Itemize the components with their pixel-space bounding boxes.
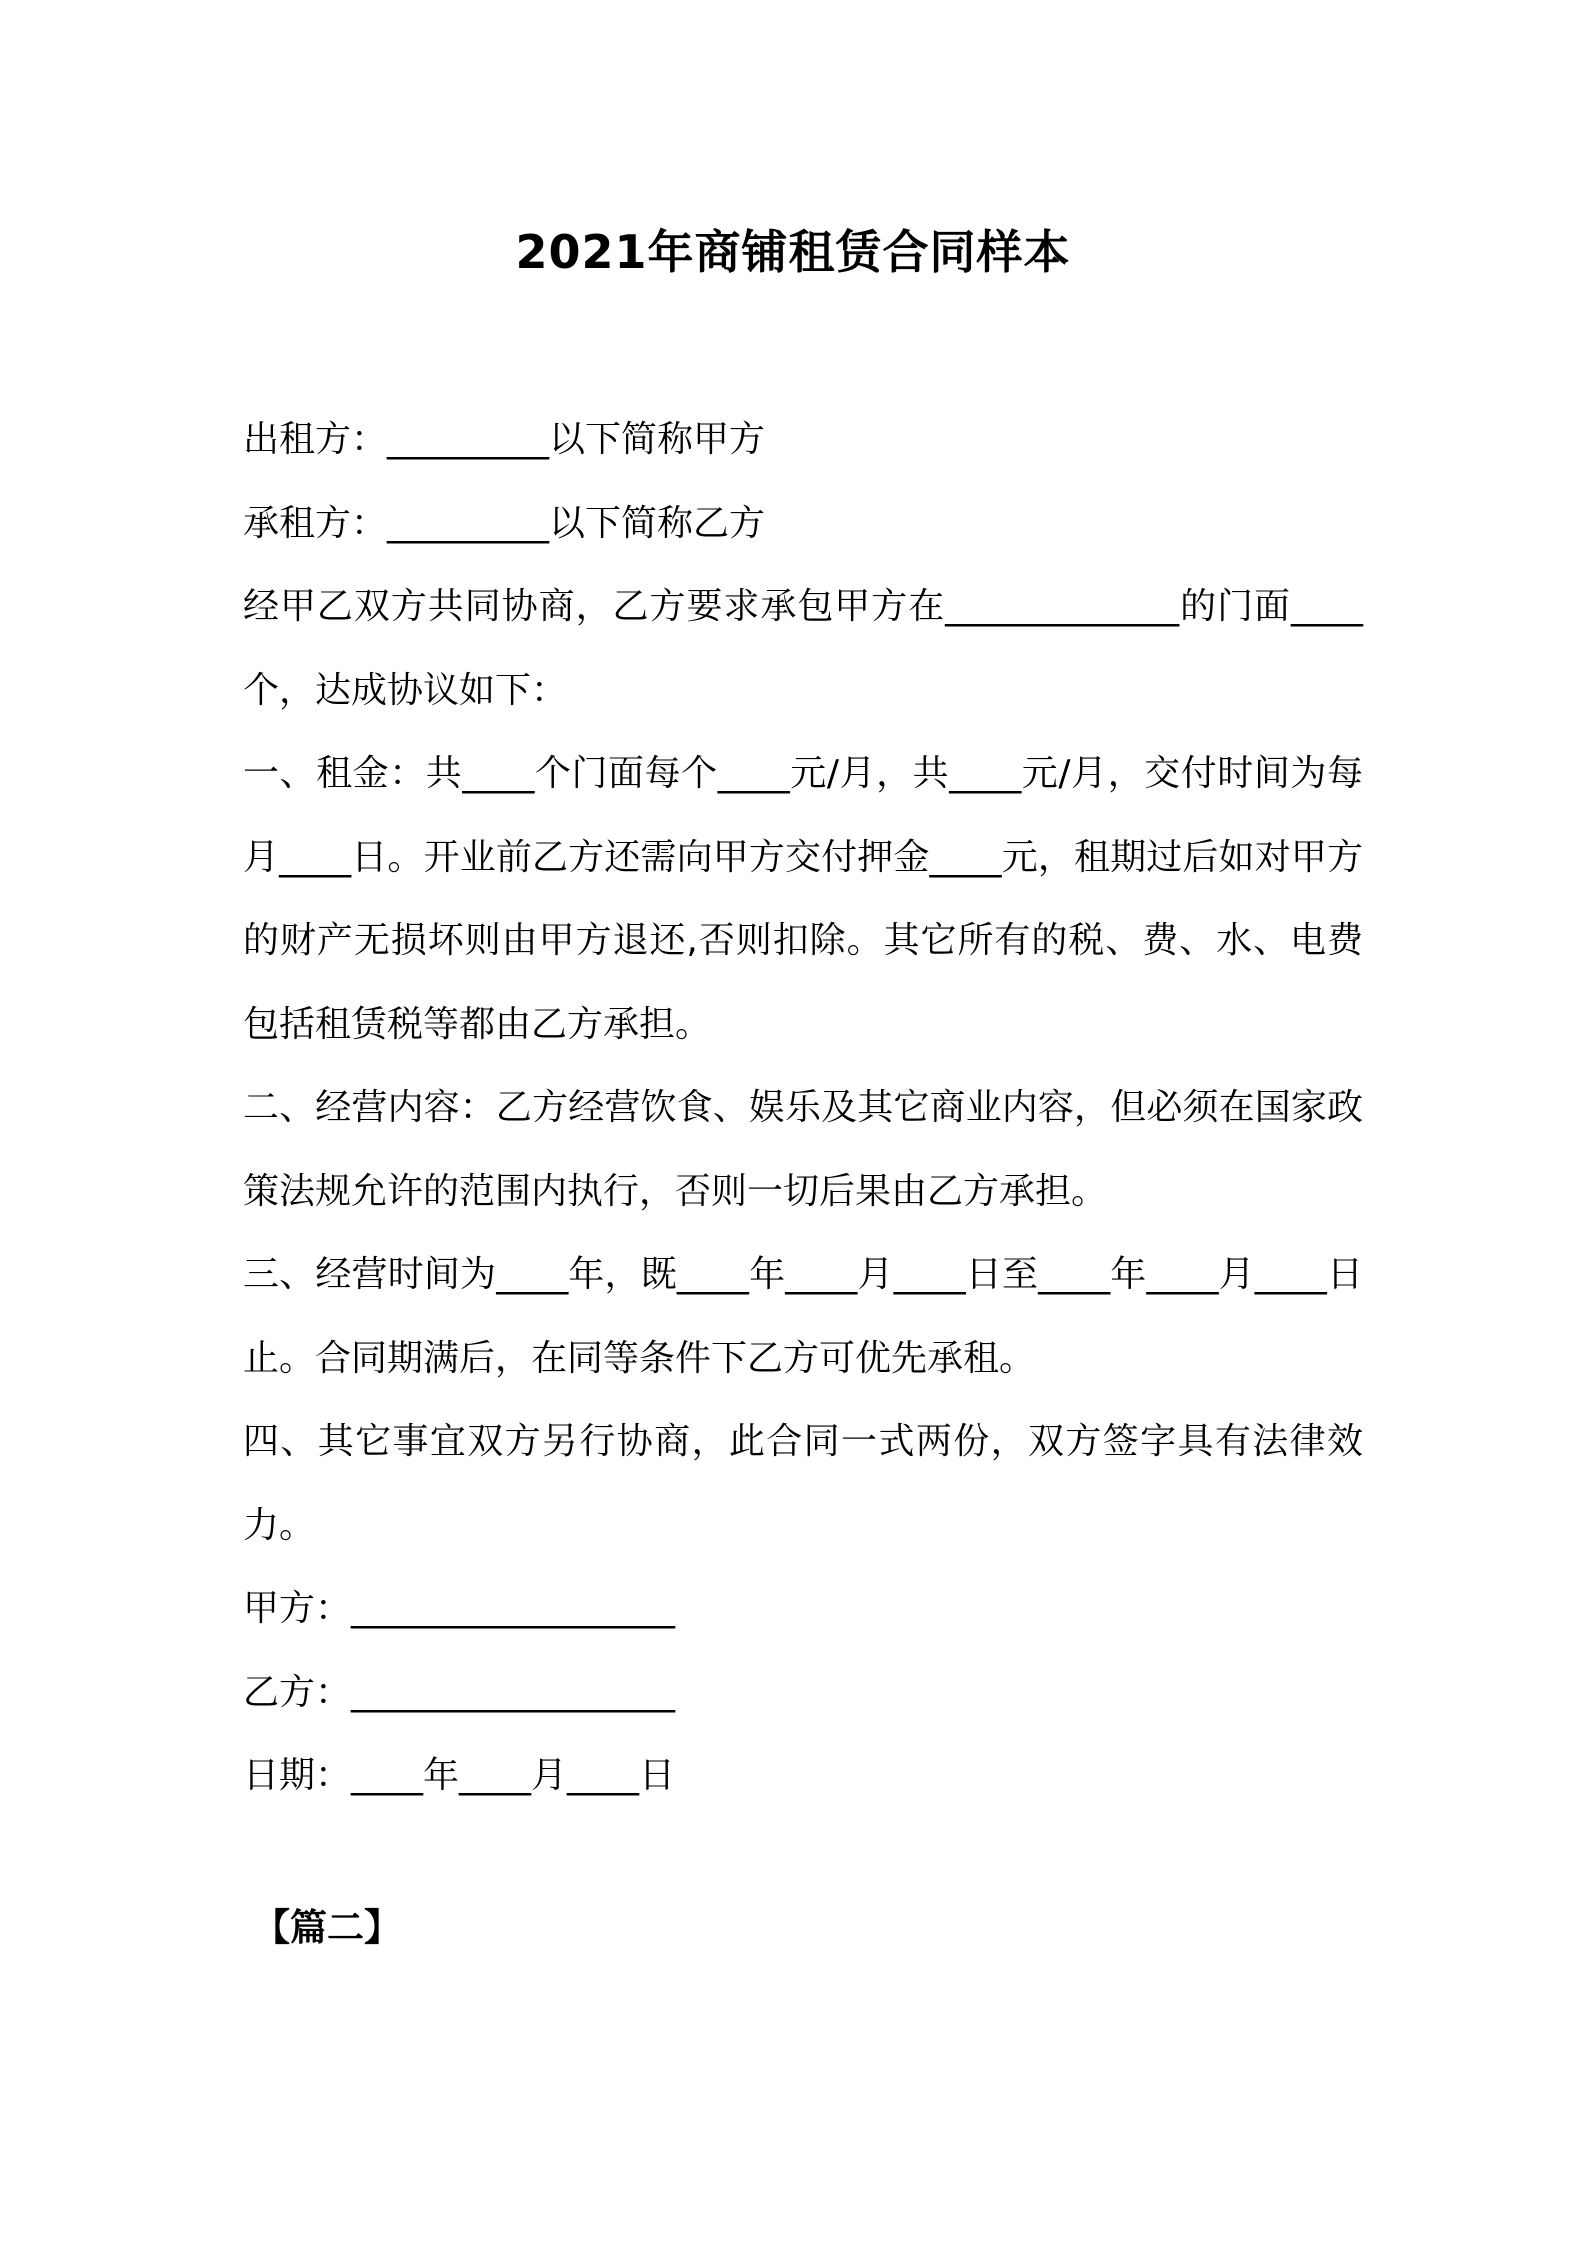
agreement-intro: 经甲乙双方共同协商，乙方要求承包甲方在_____________的门面____个，达成协议如下： xyxy=(243,586,1363,711)
clause-business-content: 二、经营内容：乙方经营饮食、娱乐及其它商业内容，但必须在国家政策法规允许的范围内执行，否则一切后果由乙方承担。 xyxy=(243,1087,1363,1212)
party-a-signature-line: 甲方：__________________ xyxy=(243,1588,676,1629)
document-title: 2021年商铺租赁合同样本 xyxy=(515,225,1071,279)
contract-body xyxy=(243,398,1363,1818)
clause-rent: 一、租金：共____个门面每个____元/月，共____元/月，交付时间为每月____日。开业前乙方还需向甲方交付押金____元，租期过后如对甲方的财产无损坏则由甲方退还,否则扣除。其它所有的税、费、水、电费包括租赁税等都由乙方承担。 xyxy=(243,753,1363,1045)
clause-term: 三、经营时间为____年，既____年____月____日至____年____月____日止。合同期满后，在同等条件下乙方可优先承租。 xyxy=(243,1254,1363,1379)
lessor-line: 出租方：_________以下简称甲方 xyxy=(243,419,766,460)
clause-other: 四、其它事宜双方另行协商，此合同一式两份，双方签字具有法律效力。 xyxy=(243,1421,1363,1546)
date-line: 日期：____年____月____日 xyxy=(243,1755,676,1796)
lessee-line: 承租方：_________以下简称乙方 xyxy=(243,502,766,544)
party-b-signature-line: 乙方：__________________ xyxy=(243,1671,676,1713)
section-label: 【篇二】 xyxy=(253,1906,401,1949)
